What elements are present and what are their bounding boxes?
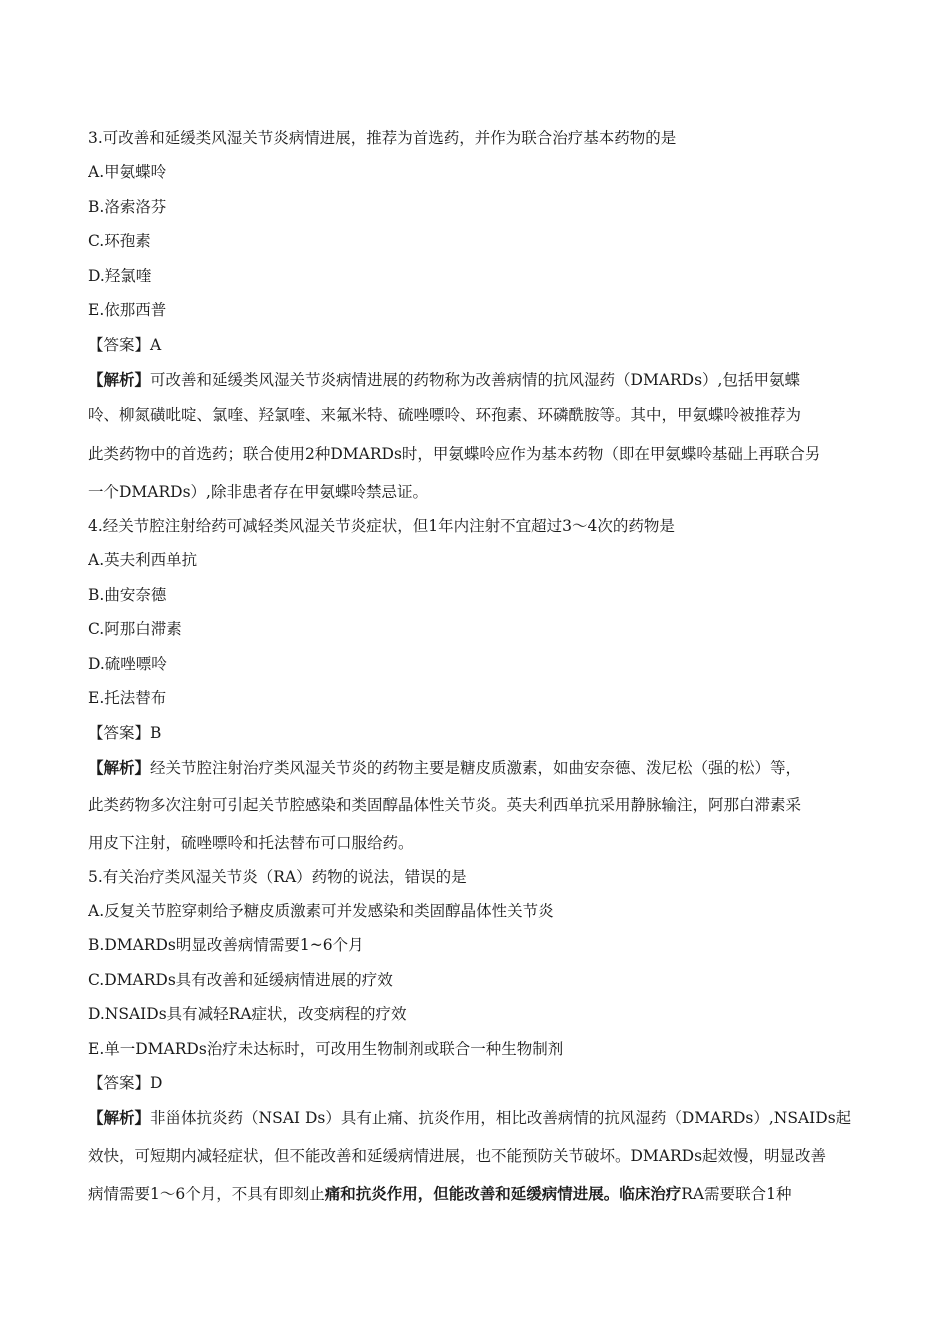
question-5-option-d: D.NSAIDs具有减轻RA症状，改变病程的疗效	[88, 1005, 407, 1023]
analysis-tag: 【解析】	[88, 758, 151, 777]
question-5-analysis-line-1	[88, 1108, 878, 1128]
question-4-option-b: B.曲安奈德	[88, 586, 167, 604]
analysis-text: 可改善和延缓类风湿关节炎病情进展的药物称为改善病情的抗风湿药（DMARDs）,包括甲氨蝶	[150, 371, 800, 389]
question-5-option-c: C.DMARDs具有改善和延缓病情进展的疗效	[88, 971, 393, 989]
question-3-option-a: A.甲氨蝶呤	[88, 163, 167, 181]
analysis-tag: 【解析】	[88, 1108, 151, 1127]
question-4-option-d: D.硫唑嘌呤	[88, 655, 167, 673]
question-5-analysis-line-3	[88, 1184, 878, 1204]
question-5-option-e: E.单一DMARDs治疗未达标时，可改用生物制剂或联合一种生物制剂	[88, 1040, 564, 1058]
analysis-text: 非甾体抗炎药（NSAI Ds）具有止痛、抗炎作用，相比改善病情的抗风湿药（DMARDs）,NSAIDs起	[150, 1109, 852, 1127]
analysis-text: RA需要联合1种	[681, 1185, 792, 1203]
question-4-analysis-line-1	[88, 758, 878, 778]
question-5-option-b: B.DMARDs明显改善病情需要1~6个月	[88, 936, 364, 954]
question-4-answer: 【答案】B	[88, 724, 162, 742]
question-4-analysis-line-3: 用皮下注射，硫唑嘌呤和托法替布可口服给药。	[88, 834, 414, 852]
question-5-option-a: A.反复关节腔穿刺给予糖皮质激素可并发感染和类固醇晶体性关节炎	[88, 902, 554, 920]
question-3-analysis-line-4: 一个DMARDs）,除非患者存在甲氨蝶呤禁忌证。	[88, 483, 428, 501]
question-4-option-e: E.托法替布	[88, 689, 167, 707]
question-5-analysis-line-2: 效快，可短期内减轻症状，但不能改善和延缓病情进展，也不能预防关节破坏。DMARDs起效慢，明显改善	[88, 1147, 827, 1165]
question-4-option-a: A.英夫利西单抗	[88, 551, 198, 569]
question-3-option-d: D.羟氯喹	[88, 267, 152, 285]
question-5-answer: 【答案】D	[88, 1074, 163, 1092]
question-3-option-c: C.环孢素	[88, 232, 151, 250]
analysis-text: 经关节腔注射治疗类风湿关节炎的药物主要是糖皮质激素，如曲安奈德、泼尼松（强的松）等，	[150, 759, 802, 777]
question-5-stem: 5.有关治疗类风湿关节炎（RA）药物的说法，错误的是	[88, 868, 467, 886]
question-3-option-e: E.依那西普	[88, 301, 167, 319]
question-3-option-b: B.洛索洛芬	[88, 198, 167, 216]
analysis-text: 病情需要1～6个月，不具有即刻止	[88, 1185, 325, 1203]
question-3-analysis-line-1	[88, 370, 878, 390]
question-3-stem: 3.可改善和延缓类风湿关节炎病情进展，推荐为首选药，并作为联合治疗基本药物的是	[88, 129, 677, 147]
question-3-analysis-line-2: 呤、柳氮磺吡啶、氯喹、羟氯喹、来氟米特、硫唑嘌呤、环孢素、环磷酰胺等。其中，甲氨蝶呤被推荐为	[88, 406, 802, 424]
question-3-analysis-line-3: 此类药物中的首选药；联合使用2种DMARDs时，甲氨蝶呤应作为基本药物（即在甲氨蝶呤基础上再联合另	[88, 445, 821, 463]
question-4-analysis-line-2: 此类药物多次注射可引起关节腔感染和类固醇晶体性关节炎。英夫利西单抗采用静脉输注，阿那白滞素采	[88, 796, 802, 814]
analysis-tag: 【解析】	[88, 370, 151, 389]
question-4-stem: 4.经关节腔注射给药可减轻类风湿关节炎症状，但1年内注射不宜超过3～4次的药物是	[88, 517, 675, 535]
analysis-bold-text: 痛和抗炎作用，但能改善和延缓病情进展。临床治疗	[324, 1185, 682, 1203]
question-3-answer: 【答案】A	[88, 336, 162, 354]
question-4-option-c: C.阿那白滞素	[88, 620, 182, 638]
